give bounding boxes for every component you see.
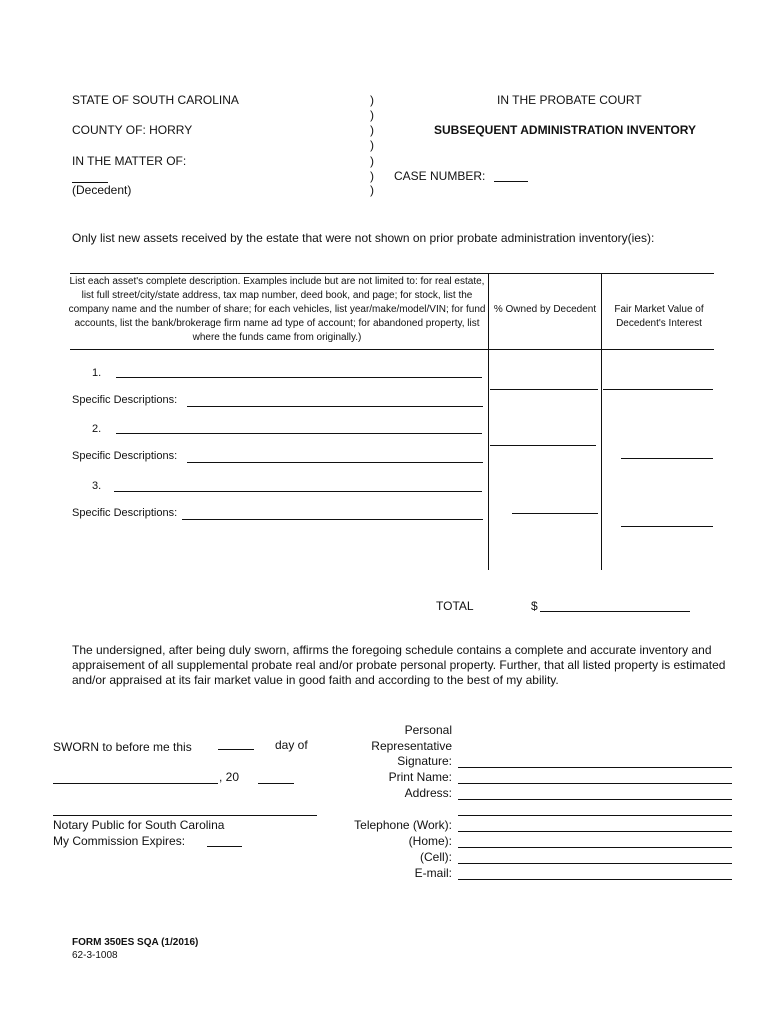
paren: ) [370, 138, 374, 152]
paren: ) [370, 123, 374, 137]
day-of-label: day of [275, 738, 308, 752]
affirmation-text: The undersigned, after being duly sworn, affirms the foregoing schedule contains a complete and accurate inventory and appraisement of all supplemental probate real and/or probate personal property. Further, that all listed property is estimated and/or appraised at its fair market value in good faith and according to the best of my ability. [72, 643, 726, 687]
paren: ) [370, 169, 374, 183]
asset-3-field[interactable] [114, 479, 482, 492]
tel-home-field[interactable] [458, 835, 732, 848]
decedent-name-field[interactable] [72, 170, 108, 183]
specific-desc-label: Specific Descriptions: [72, 450, 178, 462]
county-label: COUNTY OF: HORRY [72, 123, 193, 137]
asset-1-value-field[interactable] [603, 377, 713, 390]
asset-1-owned-field[interactable] [490, 377, 598, 390]
tel-work-label: Telephone (Work): [354, 818, 452, 832]
paren: ) [370, 93, 374, 107]
representative-label: Representative [371, 739, 452, 753]
table-col-divider [601, 273, 602, 570]
signature-label: Signature: [397, 754, 452, 768]
total-label: TOTAL [436, 599, 474, 613]
commission-label: My Commission Expires: [53, 834, 186, 848]
paren: ) [370, 108, 374, 122]
asset-3-desc-field[interactable] [182, 507, 483, 520]
total-field[interactable] [540, 599, 690, 612]
email-label: E-mail: [414, 866, 452, 880]
tel-home-label: (Home): [408, 834, 452, 848]
asset-1-desc-field[interactable] [187, 394, 483, 407]
asset-2-field[interactable] [116, 421, 482, 434]
paren: ) [370, 183, 374, 197]
sworn-label: SWORN to before me this [53, 740, 192, 754]
court-label: IN THE PROBATE COURT [497, 93, 642, 107]
col-owned-header: % Owned by Decedent [493, 304, 597, 315]
address-field-1[interactable] [458, 787, 732, 800]
form-title: SUBSEQUENT ADMINISTRATION INVENTORY [434, 123, 697, 137]
form-id: FORM 350ES SQA (1/2016) [72, 937, 199, 948]
row-number: 3. [92, 480, 102, 492]
asset-2-desc-field[interactable] [187, 450, 483, 463]
print-name-field[interactable] [458, 771, 732, 784]
col-value-header: Fair Market Value of Decedent's Interest [614, 304, 704, 329]
tel-work-field[interactable] [458, 819, 732, 832]
print-name-label: Print Name: [388, 770, 452, 784]
tel-cell-field[interactable] [458, 851, 732, 864]
sworn-day-field[interactable] [218, 737, 254, 750]
matter-label: IN THE MATTER OF: [72, 154, 187, 168]
sworn-month-field[interactable] [53, 771, 218, 784]
notary-label: Notary Public for South Carolina [53, 818, 225, 832]
asset-2-owned-field[interactable] [490, 433, 596, 446]
table-col-divider [488, 273, 489, 570]
paren: ) [370, 154, 374, 168]
year-prefix-label: , 20 [219, 770, 240, 784]
case-number-label: CASE NUMBER: [394, 169, 486, 183]
asset-3-value-field[interactable] [621, 514, 713, 527]
table-top-border [70, 273, 714, 274]
row-number: 1. [92, 367, 102, 379]
row-number: 2. [92, 423, 102, 435]
asset-3-owned-field[interactable] [512, 501, 598, 514]
col-description-header: List each asset's complete description. Examples include but are not limited to: for real estate, list full street/city/state address, tax map number, deed book, and page; for stock, list the company name and the number of share; for each vehicles, list year/make/model/VIN; for fund accounts, list the bank/brokerage firm name ad type of account; for abandoned property, list where the funds came from originally.) [68, 276, 486, 343]
notary-signature-line [53, 815, 317, 816]
case-number-field[interactable] [494, 169, 528, 182]
address-label: Address: [404, 786, 452, 800]
decedent-label: (Decedent) [72, 183, 132, 197]
instruction-text: Only list new assets received by the estate that were not shown on prior probate administration inventory(ies): [72, 231, 655, 245]
statute-code: 62-3-1008 [72, 950, 118, 961]
asset-1-field[interactable] [116, 365, 482, 378]
asset-2-value-field[interactable] [621, 446, 713, 459]
email-field[interactable] [458, 867, 732, 880]
sworn-year-field[interactable] [258, 771, 294, 784]
address-field-2[interactable] [458, 803, 732, 816]
total-currency: $ [531, 599, 538, 613]
specific-desc-label: Specific Descriptions: [72, 507, 178, 519]
commission-expires-field[interactable] [207, 834, 242, 847]
state-label: STATE OF SOUTH CAROLINA [72, 93, 239, 107]
specific-desc-label: Specific Descriptions: [72, 394, 178, 406]
tel-cell-label: (Cell): [420, 850, 452, 864]
personal-label: Personal [404, 723, 452, 737]
table-header-divider [70, 349, 714, 350]
signature-field[interactable] [458, 755, 732, 768]
